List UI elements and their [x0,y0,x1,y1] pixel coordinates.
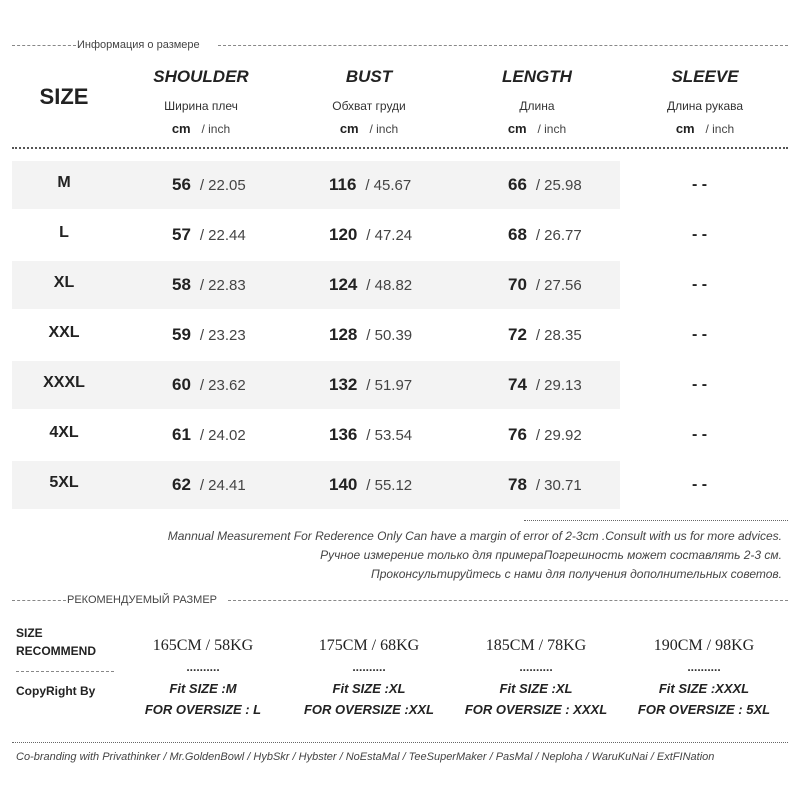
size-info-divider [12,38,788,52]
length-unit-cm: cm [507,121,527,136]
table-row [12,461,788,509]
bust-cm-value: 120 [329,225,358,244]
bust-cm-value: 136 [329,425,358,444]
table-row [12,311,788,359]
bust-value [329,174,411,196]
header-divider [12,147,788,149]
recommend-height-weight: 185CM / 78KG [485,637,587,654]
bust-inch-value: / 51.97 [366,377,413,394]
sleeve-value: - - [692,426,708,443]
row-size-label: XXXL [43,374,85,391]
row-size-label: XXL [48,324,80,341]
shoulder-value [172,274,246,296]
length-cm-value: 66 [508,175,527,194]
length-cm-value: 68 [508,225,527,244]
bust-header-ru: Обхват груди [332,99,406,113]
sleeve-value: - - [692,476,708,493]
length-value [508,174,582,196]
bust-value [329,424,412,446]
length-inch-value: / 28.35 [535,327,582,344]
length-inch-value: / 26.77 [535,227,582,244]
length-inch-value: / 27.56 [535,277,582,294]
table-row [12,261,788,309]
shoulder-cm-value: 58 [172,275,191,294]
note-english: Mannual Measurement For Rederence Only Can have a margin of error of 2-3cm .Consult with us for more advices. [167,529,782,543]
sleeve-value: - - [692,326,708,343]
sleeve-unit-cm: cm [675,121,695,136]
row-size-label: L [59,224,69,241]
bust-value [329,274,412,296]
shoulder-cm-value: 57 [172,225,191,244]
co-branding-footer: Co-branding with Privathinker / Mr.GoldenBowl / HybSkr / Hybster / NoEstaMal / TeeSuperMaker / PasMal / Neploha / WaruKuNai / ExtFINation [16,751,715,763]
recommend-label: РЕКОМЕНДУЕМЫЙ РАЗМЕР [67,594,218,606]
bust-cm-value: 116 [329,175,357,194]
bust-value [329,374,412,396]
copyright-label: CopyRight By [16,684,96,698]
table-row [12,211,788,259]
length-inch-value: / 29.13 [535,377,582,394]
sleeve-header-en: SLEEVE [671,67,739,86]
table-row [12,161,788,209]
recommend-oversize: FOR OVERSIZE :XXL [303,702,434,717]
recommend-fit-size: Fit SIZE :XL [332,681,406,696]
shoulder-unit-cm: cm [171,121,191,136]
shoulder-value [172,424,246,446]
shoulder-cm-value: 61 [172,425,191,444]
recommend-height-weight: 190CM / 98KG [653,637,755,654]
sleeve-value: - - [692,376,708,393]
sleeve-value: - - [692,226,708,243]
row-size-label: M [57,174,71,191]
shoulder-value [172,474,246,496]
bust-inch-value: / 50.39 [366,327,413,344]
recommend-col-1 [123,636,283,719]
recommend-divider [12,593,788,607]
recommend-oversize: FOR OVERSIZE : XXXL [464,702,608,717]
bust-value [329,474,412,496]
recommend-fit-size: Fit SIZE :XXXL [658,681,750,696]
shoulder-cm-value: 56 [172,175,191,194]
shoulder-inch-value: / 22.05 [199,177,246,194]
length-header-ru: Длина [519,99,555,113]
bust-inch-value: / 45.67 [365,177,412,194]
length-value [508,474,582,496]
size-column-header: SIZE [39,84,89,109]
bust-cm-value: 140 [329,475,358,494]
row-size-label: 4XL [49,424,79,441]
shoulder-cm-value: 62 [172,475,191,494]
recommend-height-weight: 175CM / 68KG [318,637,420,654]
length-value [508,324,582,346]
shoulder-inch-value: / 23.23 [199,327,246,344]
recommend-col-3 [456,636,616,719]
shoulder-cm-value: 60 [172,375,191,394]
shoulder-cm-value: 59 [172,325,191,344]
shoulder-value [172,224,246,246]
sleeve-column-header [625,66,785,137]
bust-cm-value: 132 [329,375,358,394]
shoulder-header-en: SHOULDER [153,67,249,86]
bust-unit-cm: cm [339,121,359,136]
length-cm-value: 74 [508,375,527,394]
recommend-dots: .......... [352,660,386,674]
footer-divider [12,742,788,743]
length-column-header [457,66,617,137]
shoulder-inch-value: / 22.44 [199,227,246,244]
recommend-col-2 [289,636,449,719]
table-row [12,361,788,409]
length-inch-value: / 29.92 [535,427,582,444]
shoulder-inch-value: / 24.41 [199,477,246,494]
recommend-dots: .......... [186,660,220,674]
shoulder-value [172,324,246,346]
length-inch-value: / 30.71 [535,477,582,494]
row-size-label: XL [53,274,75,291]
size-recommend-line1: SIZE [16,626,43,640]
shoulder-value [172,374,246,396]
sleeve-unit-inch: / inch [705,122,735,136]
shoulder-value [172,174,246,196]
bust-cm-value: 124 [329,275,358,294]
recommend-dots: .......... [519,660,553,674]
table-row [12,411,788,459]
length-value [508,424,582,446]
bust-cm-value: 128 [329,325,358,344]
length-unit-inch: / inch [537,122,567,136]
recommend-fit-size: Fit SIZE :XL [499,681,573,696]
recommend-oversize: FOR OVERSIZE : 5XL [637,702,771,717]
sleeve-value: - - [692,276,708,293]
bust-inch-value: / 47.24 [366,227,413,244]
bust-inch-value: / 48.82 [366,277,413,294]
sleeve-header-ru: Длина рукава [666,99,744,113]
notes-divider [524,520,788,521]
recommend-height-weight: 165CM / 58KG [152,637,254,654]
sleeve-value: - - [692,176,708,193]
bust-inch-value: / 53.54 [366,427,413,444]
bust-value [329,224,412,246]
bust-header-en: BUST [345,67,393,86]
shoulder-column-header [121,66,281,137]
size-recommend-line2: RECOMMEND [16,644,96,658]
note-russian-2: Проконсультируйтесь с нами для получения дополнительных советов. [371,567,782,581]
recommend-dots: .......... [687,660,721,674]
shoulder-inch-value: / 22.83 [199,277,246,294]
length-cm-value: 72 [508,325,527,344]
shoulder-inch-value: / 23.62 [199,377,246,394]
shoulder-header-ru: Ширина плеч [164,99,238,113]
length-cm-value: 78 [508,475,527,494]
size-info-label: Информация о размере [77,39,200,51]
note-russian-1: Ручное измерение только для примераПогрешность может составлять 2-3 см. [320,548,782,562]
bust-value [329,324,412,346]
row-size-label: 5XL [49,474,79,491]
size-recommend-label [16,624,96,660]
length-cm-value: 76 [508,425,527,444]
recommend-short-divider [16,671,114,672]
length-value [508,224,582,246]
recommend-oversize: FOR OVERSIZE : L [144,702,262,717]
bust-inch-value: / 55.12 [366,477,413,494]
bust-unit-inch: / inch [369,122,399,136]
bust-column-header [289,66,449,137]
length-cm-value: 70 [508,275,527,294]
recommend-col-4 [624,636,784,719]
recommend-fit-size: Fit SIZE :M [169,681,237,696]
length-value [508,274,582,296]
shoulder-unit-inch: / inch [201,122,231,136]
length-header-en: LENGTH [502,67,572,86]
length-inch-value: / 25.98 [535,177,582,194]
length-value [508,374,582,396]
shoulder-inch-value: / 24.02 [199,427,246,444]
